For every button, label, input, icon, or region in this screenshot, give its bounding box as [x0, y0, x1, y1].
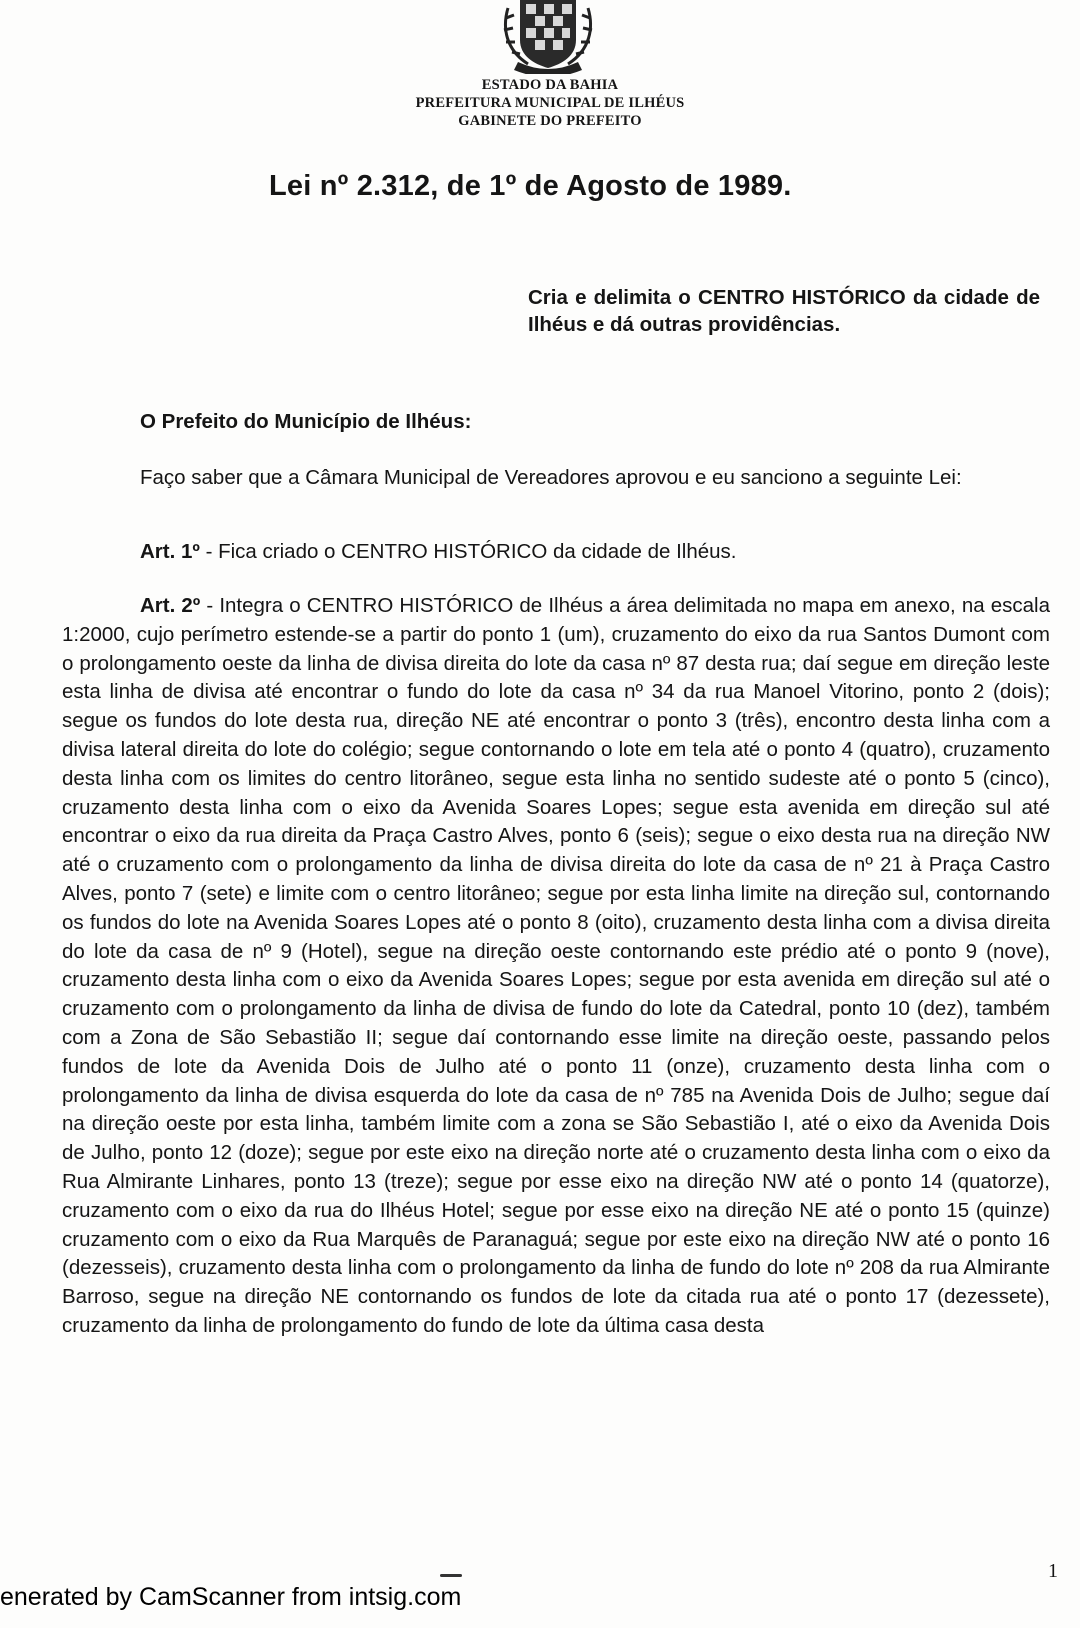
article-1-label: Art. 1º — [140, 540, 200, 563]
header-prefecture: PREFEITURA MUNICIPAL DE ILHÉUS — [415, 95, 685, 111]
preamble: O Prefeito do Município de Ilhéus: — [140, 410, 472, 433]
article-2-label: Art. 2º — [140, 594, 201, 617]
article-1-text: - Fica criado o CENTRO HISTÓRICO da cidade de Ilhéus. — [199, 540, 737, 563]
municipal-coat-of-arms-icon — [498, 0, 598, 74]
scan-mark — [440, 1574, 462, 1577]
header-cabinet: GABINETE DO PREFEITO — [458, 113, 642, 129]
article-2-text: - Integra o CENTRO HISTÓRICO de Ilhéus a área delimitada no mapa em anexo, na escala 1:2000, cujo perímetro estende-se a partir do ponto 1 (um), cruzamento do eixo da rua Santos Dumont com o prolongamento oeste da linha de divisa direita do lote da casa nº 87 desta rua; daí segue em direção leste esta linha de divisa até encontrar o fundo do lote da casa nº 34 da rua Manoel Vitorino, ponto 2 (dois); segue os fundos do lote desta rua, direção NE até encontrar o ponto 3 (três), encontro desta linha com a divisa lateral direita do lote do colégio; segue contornando o lote em tela até o ponto 4 (quatro), cruzamento desta linha com os limites do centro litorâneo, segue esta linha no sentido sudeste até o ponto 5 (cinco), cruzamento desta linha com o eixo da Avenida Soares Lopes; segue esta avenida em direção sul até encontrar o eixo da rua direita da Praça Castro Alves, ponto 6 (seis); segue o eixo desta rua na direção NW até o cruzamento com o prolongamento da linha de divisa direita do lote da casa de nº 21 à Praça Castro Alves, ponto 7 (sete) e limite com o centro litorâneo; segue por esta linha limite na direção sul, contornando os fundos do lote na Avenida Soares Lopes até o ponto 8 (oito), cruzamento desta linha com a divisa direita do lote da casa de nº 9 (Hotel), segue na direção oeste contornando este prédio até o ponto 9 (nove), cruzamento desta linha com o eixo da Avenida Soares Lopes; segue por esta avenida em direção sul até o cruzamento com o prolongamento da linha de divisa de fundo do lote da Catedral, ponto 10 (dez), também com a Zona de São Sebastião II; segue daí contornando esse limite na direção oeste, passando pelos fundos de lote da Avenida Dois de Julho até o ponto 11 (onze), cruzamento desta linha com o prolongamento da linha de divisa esquerda do lote da casa de nº 785 na Avenida Dois de Julho; segue daí na direção oeste por esta linha, também limite com a zona se São Sebastião I, até o eixo da Avenida Dois de Julho, ponto 12 (doze); segue por este eixo na direção norte até o cruzamento desta linha com o eixo da Rua Almirante Linhares, ponto 13 (treze); segue por esse eixo na direção NW até o ponto 14 (quatorze), cruzamento com o eixo da rua do Ilhéus Hotel; segue por esse eixo na direção NE até o ponto 15 (quinze) cruzamento com o eixo da Rua Marquês de Paranaguá; segue por este eixo na direção NW até o ponto 16 (dezesseis), cruzamento desta linha com o prolongamento da linha de fundo do lote nº 208 da rua Almirante Barroso, segue na direção NE contornando os fundos de lote da citada rua até o ponto 17 (dezessete), cruzamento da linha de prolongamento do fundo de lote da última casa desta — [62, 594, 1050, 1337]
scanner-watermark: enerated by CamScanner from intsig.com — [0, 1583, 462, 1611]
header-state: ESTADO DA BAHIA — [481, 77, 619, 93]
enactment-paragraph: Faço saber que a Câmara Municipal de Vereadores aprovou e eu sanciono a seguinte Lei: — [140, 466, 962, 489]
article-2 — [62, 592, 1050, 1341]
law-summary: Cria e delimita o CENTRO HISTÓRICO da cidade de Ilhéus e dá outras providências. — [528, 286, 1040, 336]
page-number: 1 — [1048, 1560, 1058, 1582]
article-1 — [62, 538, 1050, 567]
law-title: Lei nº 2.312, de 1º de Agosto de 1989. — [269, 170, 792, 202]
